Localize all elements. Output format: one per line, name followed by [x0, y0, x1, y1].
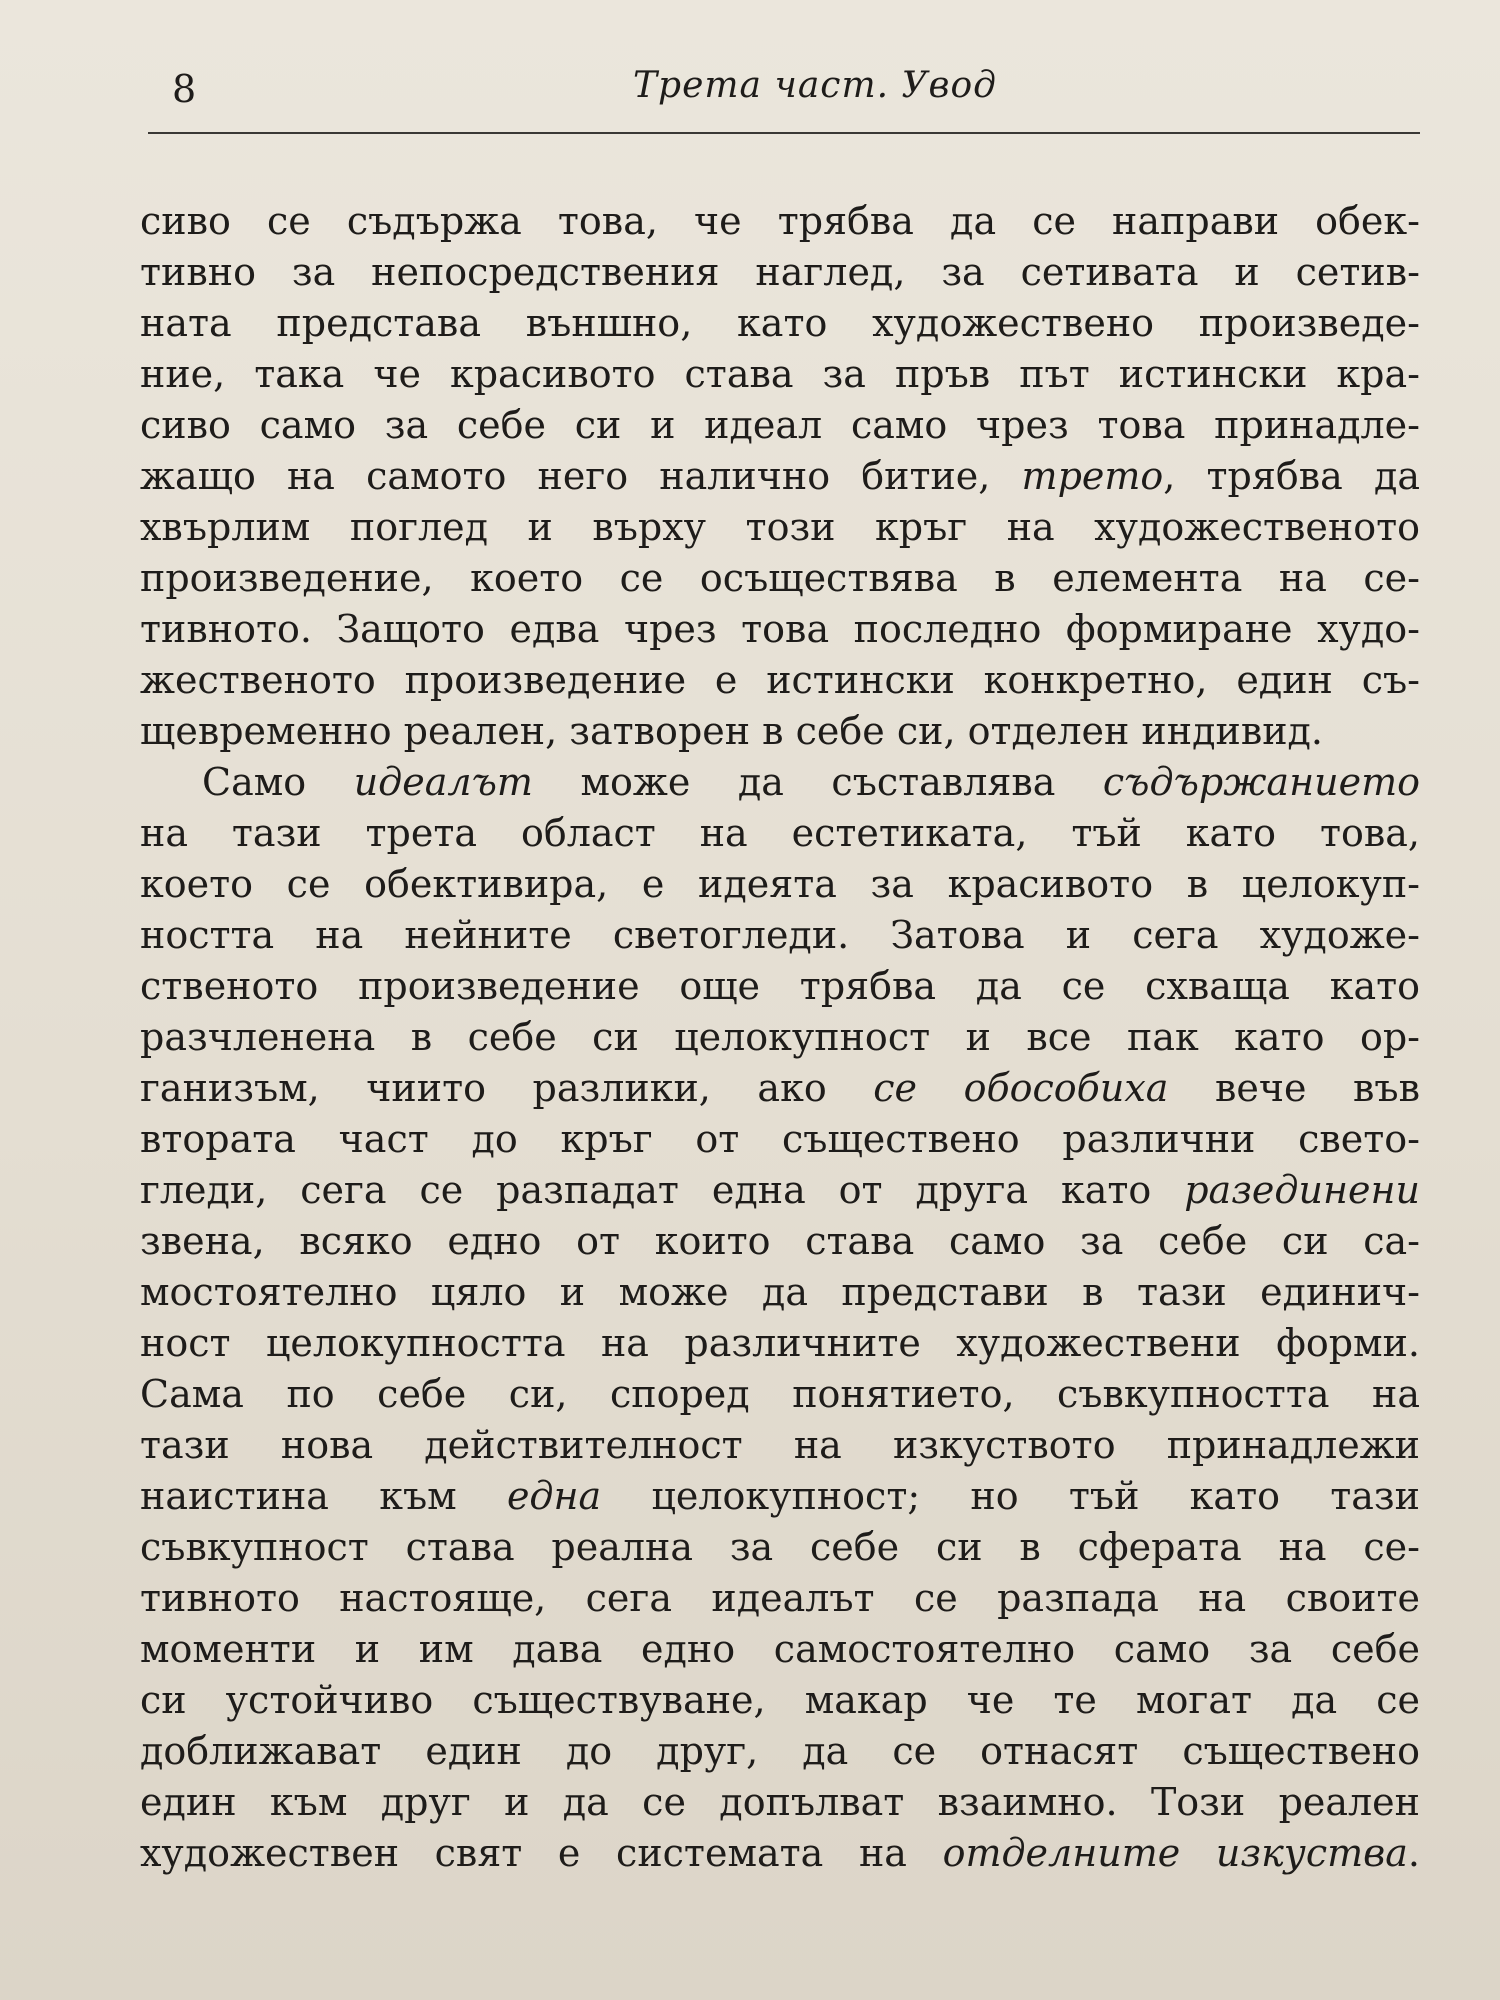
- text-line: ственото произведение още трябва да се схваща като: [140, 964, 1420, 1008]
- text-run: Само: [202, 760, 354, 804]
- text-line: ната представа външно, като художествено произведе-: [140, 301, 1420, 345]
- page-number: 8: [172, 67, 197, 111]
- text-line: [140, 1471, 1420, 1522]
- text-line: съвкупност става реална за себе си в сферата на се-: [140, 1525, 1420, 1569]
- text-run: гледи, сега се разпадат една от друга като: [140, 1168, 1185, 1212]
- text-line: доближават един до друг, да се отнасят съществено: [140, 1729, 1420, 1773]
- text-line: жественото произведение е истински конкретно, един съ-: [140, 658, 1420, 702]
- text-run: , трябва да: [1163, 454, 1420, 498]
- text-line: на тази трета област на естетиката, тъй като това,: [140, 811, 1420, 855]
- text-line: произведение, което се осъществява в елемента на се-: [140, 556, 1420, 600]
- text-run: ганизъм, чиито разлики, ако: [140, 1066, 874, 1110]
- text-line: ние, така че красивото става за пръв път истински кра-: [140, 352, 1420, 396]
- text-run: целокупност; но тъй като тази: [601, 1474, 1420, 1518]
- text-line: си устойчиво съществуване, макар че те могат да се: [140, 1678, 1420, 1722]
- text-line: което се обективира, е идеята за красивото в целокуп-: [140, 862, 1420, 906]
- italic-term: трето: [1021, 454, 1164, 498]
- italic-term: идеалът: [353, 760, 533, 804]
- text-run: наистина към: [140, 1474, 507, 1518]
- body-text: [140, 196, 1420, 1879]
- text-line: разчленена в себе си целокупност и все пак като ор-: [140, 1015, 1420, 1059]
- text-line: [140, 1165, 1420, 1216]
- italic-term: съдържанието: [1102, 760, 1420, 804]
- text-line: един към друг и да се допълват взаимно. Този реален: [140, 1780, 1420, 1824]
- text-line: Сама по себе си, според понятието, съвкупността на: [140, 1372, 1420, 1416]
- italic-term: разединени: [1184, 1168, 1420, 1212]
- italic-term: се обособиха: [873, 1066, 1169, 1110]
- text-line: [140, 451, 1420, 502]
- text-line: мостоятелно цяло и може да представи в тази единич-: [140, 1270, 1420, 1314]
- italic-term: отделните изкуства: [942, 1831, 1408, 1875]
- text-line: тази нова действителност на изкуството принадлежи: [140, 1423, 1420, 1467]
- text-line: тивното. Защото едва чрез това последно формиране худо-: [140, 607, 1420, 651]
- text-line: звена, всяко едно от които става само за себе си са-: [140, 1219, 1420, 1263]
- text-run: художествен свят е системата на: [140, 1831, 943, 1875]
- italic-term: една: [506, 1474, 602, 1518]
- header-rule: [148, 132, 1420, 134]
- text-line: ност целокупността на различните художествени форми.: [140, 1321, 1420, 1365]
- text-run: жащо на самото него налично битие,: [140, 454, 1022, 498]
- text-line: [140, 757, 1420, 808]
- text-line: тивно за непосредствения наглед, за сетивата и сетив-: [140, 250, 1420, 294]
- text-line: втората част до кръг от съществено различни свето-: [140, 1117, 1420, 1161]
- text-run: .: [1407, 1831, 1420, 1875]
- text-line: щевременно реален, затворен в себе си, отделен индивид.: [140, 709, 1324, 753]
- text-line: моменти и им дава едно самостоятелно само за себе: [140, 1627, 1420, 1671]
- text-line: сиво само за себе си и идеал само чрез това принадле-: [140, 403, 1420, 447]
- text-line: тивното настояще, сега идеалът се разпада на своите: [140, 1576, 1420, 1620]
- text-line: хвърлим поглед и върху този кръг на художественото: [140, 505, 1420, 549]
- text-line: ността на нейните светогледи. Затова и сега художе-: [140, 913, 1420, 957]
- running-title: Трета част. Увод: [633, 65, 997, 106]
- text-run: може да съставлява: [532, 760, 1103, 804]
- text-line: [140, 1063, 1420, 1114]
- text-line: [140, 1828, 1420, 1879]
- text-line: сиво се съдържа това, че трябва да се направи обек-: [140, 199, 1420, 243]
- text-run: вече във: [1168, 1066, 1420, 1110]
